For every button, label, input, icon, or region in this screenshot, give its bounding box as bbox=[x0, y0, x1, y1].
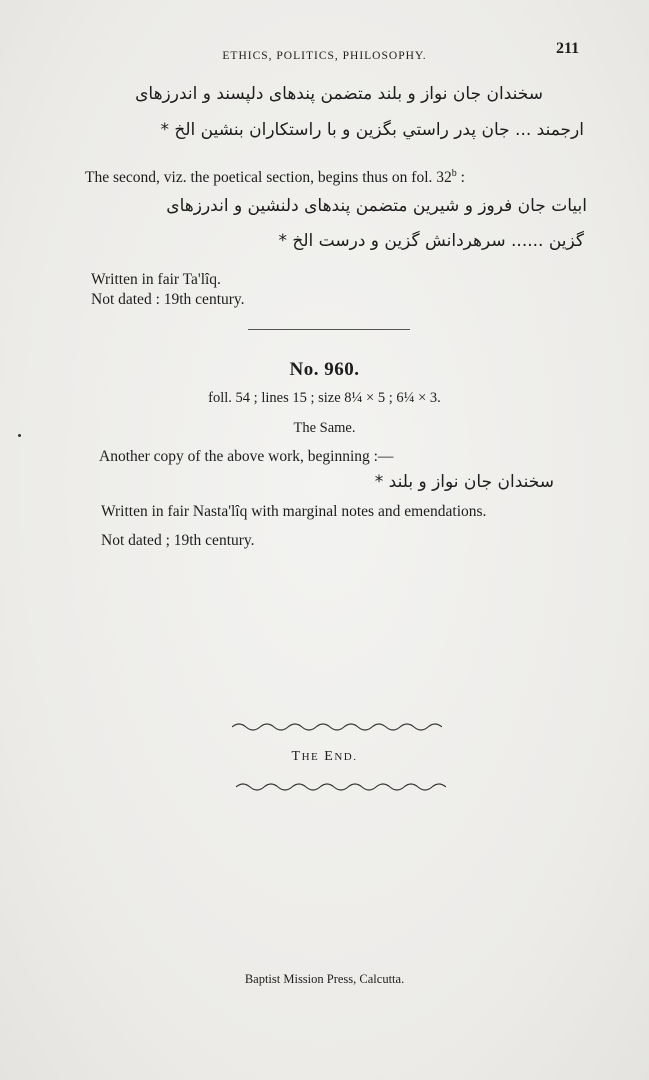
the-end-t: T bbox=[291, 749, 302, 764]
the-end-nd: ND. bbox=[334, 751, 358, 763]
ornamental-wavy-rule-top bbox=[232, 719, 442, 731]
the-end-he: HE bbox=[301, 751, 320, 763]
folio-superscript: b bbox=[451, 168, 457, 179]
copy-intro: Another copy of the above work, beginning :— bbox=[99, 448, 394, 465]
date-note: Not dated : 19th century. bbox=[91, 291, 245, 308]
second-section-intro-text: The second, viz. the poetical section, begins thus on fol. 32 bbox=[85, 169, 452, 187]
entry-title: The Same. bbox=[293, 420, 356, 436]
section-divider bbox=[248, 329, 410, 330]
persian-line-1: سخندان جان نواز و بلند متضمن پندهای دلپسند و اندرزهای bbox=[135, 84, 543, 104]
running-header: ETHICS, POLITICS, PHILOSOPHY. bbox=[222, 50, 427, 62]
second-section-intro bbox=[85, 168, 465, 187]
script-note: Written in fair Ta'lîq. bbox=[91, 271, 221, 288]
entry-date-note: Not dated ; 19th century. bbox=[101, 532, 255, 549]
the-end-label bbox=[0, 749, 649, 765]
collation-line: foll. 54 ; lines 15 ; size 8¼ × 5 ; 6¼ × 3. bbox=[208, 390, 441, 406]
persian-incipit: سخندان جان نواز و بلند * bbox=[374, 472, 554, 492]
printer-imprint: Baptist Mission Press, Calcutta. bbox=[244, 972, 405, 986]
nastaliq-note: Written in fair Nasta'lîq with marginal notes and emendations. bbox=[101, 503, 487, 520]
the-end-e: E bbox=[324, 749, 335, 764]
second-section-intro-colon: : bbox=[456, 169, 465, 187]
ink-speck bbox=[18, 434, 21, 437]
entry-number: No. 960. bbox=[289, 359, 360, 380]
persian-line-3: ابيات جان فروز و شيرين متضمن پندهاى دلنشين و اندرزهاى bbox=[166, 196, 587, 216]
ornamental-wavy-rule-bottom bbox=[236, 781, 446, 793]
page-number: 211 bbox=[556, 40, 580, 57]
persian-line-4: گزين ...... سرهردانش گزين و درست الخ * bbox=[278, 231, 584, 251]
persian-line-2: ارجمند ... جان پدر راستي بگزين و با راستكاران بنشين الخ * bbox=[160, 120, 584, 140]
